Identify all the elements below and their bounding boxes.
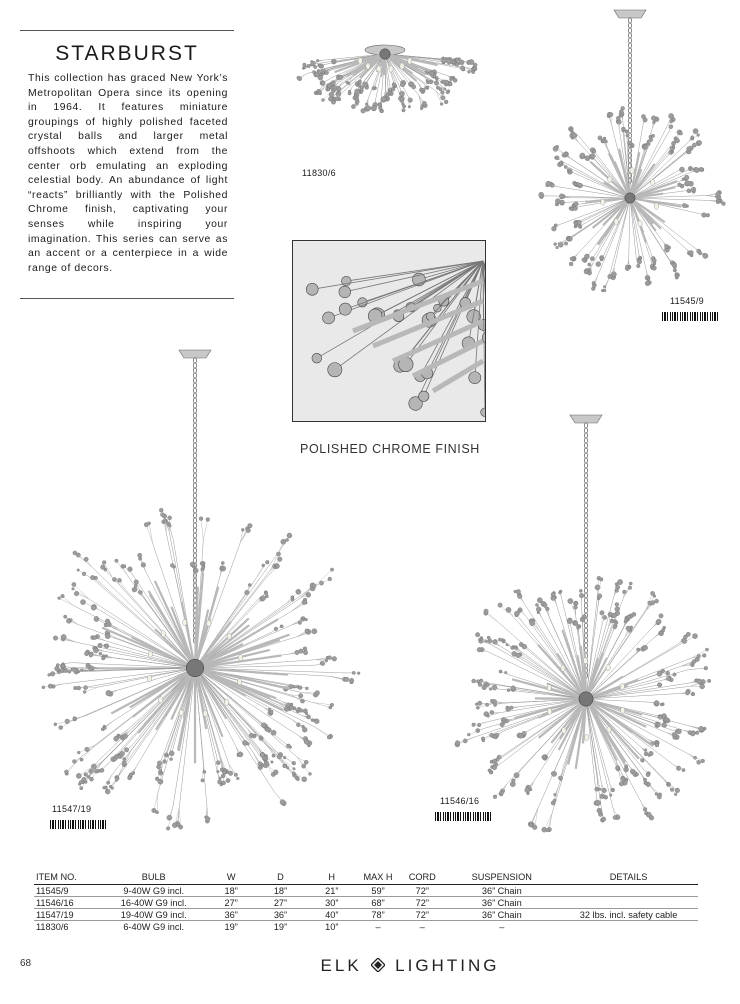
product-image-11547-19 — [40, 340, 350, 820]
cell-item: 11545/9 — [34, 885, 98, 897]
cell-maxh: 68” — [356, 897, 400, 909]
intro-top-rule — [20, 30, 234, 31]
cell-details — [559, 885, 698, 897]
col-depth: D — [253, 870, 307, 885]
page-number: 68 — [20, 958, 32, 969]
cell-d: 27” — [253, 897, 307, 909]
col-width: W — [209, 870, 253, 885]
spec-table-header-row — [34, 870, 698, 885]
cell-h: 30” — [308, 897, 356, 909]
cell-d: 36” — [253, 909, 307, 921]
item-label-11830-6: 11830/6 — [302, 168, 336, 178]
cell-item: 11546/16 — [34, 897, 98, 909]
cell-cord: 72” — [400, 909, 444, 921]
cell-h: 10” — [325, 921, 339, 932]
cell-cord: 72” — [400, 897, 444, 909]
product-image-11546-16 — [455, 405, 717, 825]
col-details: DETAILS — [559, 870, 698, 885]
cell-w: 27” — [209, 897, 253, 909]
cell-maxh: 78” — [356, 909, 400, 921]
item-label-11547-19: 11547/19 — [52, 804, 92, 814]
cell-bulb: 19-40W G9 incl. — [98, 909, 209, 921]
cell-suspension: – — [499, 921, 505, 932]
intro-bottom-rule — [20, 298, 234, 299]
cell-bulb: 16-40W G9 incl. — [98, 897, 209, 909]
cell-maxh: – — [375, 921, 381, 932]
brand-name-right: LIGHTING — [395, 956, 500, 975]
table-row — [34, 921, 698, 933]
barcode-11547-19 — [50, 820, 108, 829]
col-item-no: ITEM NO. — [34, 870, 98, 885]
cell-cord: – — [419, 921, 425, 932]
table-row — [34, 909, 698, 921]
diamond-icon — [371, 958, 385, 972]
cell-w: 19” — [224, 921, 238, 932]
item-label-11545-9: 11545/9 — [670, 296, 704, 306]
collection-title: STARBURST — [55, 42, 199, 65]
cell-w: 36” — [209, 909, 253, 921]
cell-details — [559, 897, 698, 909]
spec-table — [34, 870, 698, 932]
cell-suspension: 36” Chain — [444, 897, 559, 909]
cell-cord: 72” — [400, 885, 444, 897]
cell-maxh: 59” — [356, 885, 400, 897]
cell-h: 21” — [308, 885, 356, 897]
cell-bulb: 6-40W G9 incl. — [123, 921, 185, 932]
col-bulb: BULB — [98, 870, 209, 885]
cell-item: 11547/19 — [34, 909, 98, 921]
cell-bulb: 9-40W G9 incl. — [98, 885, 209, 897]
barcode-11546-16 — [435, 812, 493, 821]
col-cord: CORD — [400, 870, 444, 885]
col-max-height: MAX H — [356, 870, 400, 885]
cell-item: 11830/6 — [36, 921, 69, 932]
table-row — [34, 897, 698, 909]
cell-d: 18” — [253, 885, 307, 897]
cell-details: 32 lbs. incl. safety cable — [559, 909, 698, 921]
col-suspension: SUSPENSION — [444, 870, 559, 885]
cell-suspension: 36” Chain — [444, 909, 559, 921]
barcode-11545-9 — [662, 312, 720, 321]
product-image-11830-6 — [290, 36, 480, 160]
brand-logo — [290, 956, 530, 976]
product-image-11545-9 — [530, 0, 730, 290]
table-row — [34, 885, 698, 897]
cell-details — [559, 921, 698, 933]
cell-suspension: 36” Chain — [444, 885, 559, 897]
cell-h: 40” — [308, 909, 356, 921]
finish-caption: POLISHED CHROME FINISH — [300, 442, 480, 456]
collection-description: This collection has graced New York’s Metropolitan Opera since its opening in 1964. It features miniature groupings of highly polished faceted crystal balls and larger metal offshoots which extend from the center orb emulating an exploding celestial body. An abundance of light “reacts” brilliantly with the Polished Chrome finish, captivating your senses while inspiring your imagination. This series can serve as an accent or a centerpiece in a wide range of decors. — [28, 73, 228, 274]
col-height: H — [308, 870, 356, 885]
item-label-11546-16: 11546/16 — [440, 796, 480, 806]
cell-d: 19” — [273, 921, 288, 932]
cell-w: 18” — [209, 885, 253, 897]
brand-name-left: ELK — [320, 956, 362, 975]
